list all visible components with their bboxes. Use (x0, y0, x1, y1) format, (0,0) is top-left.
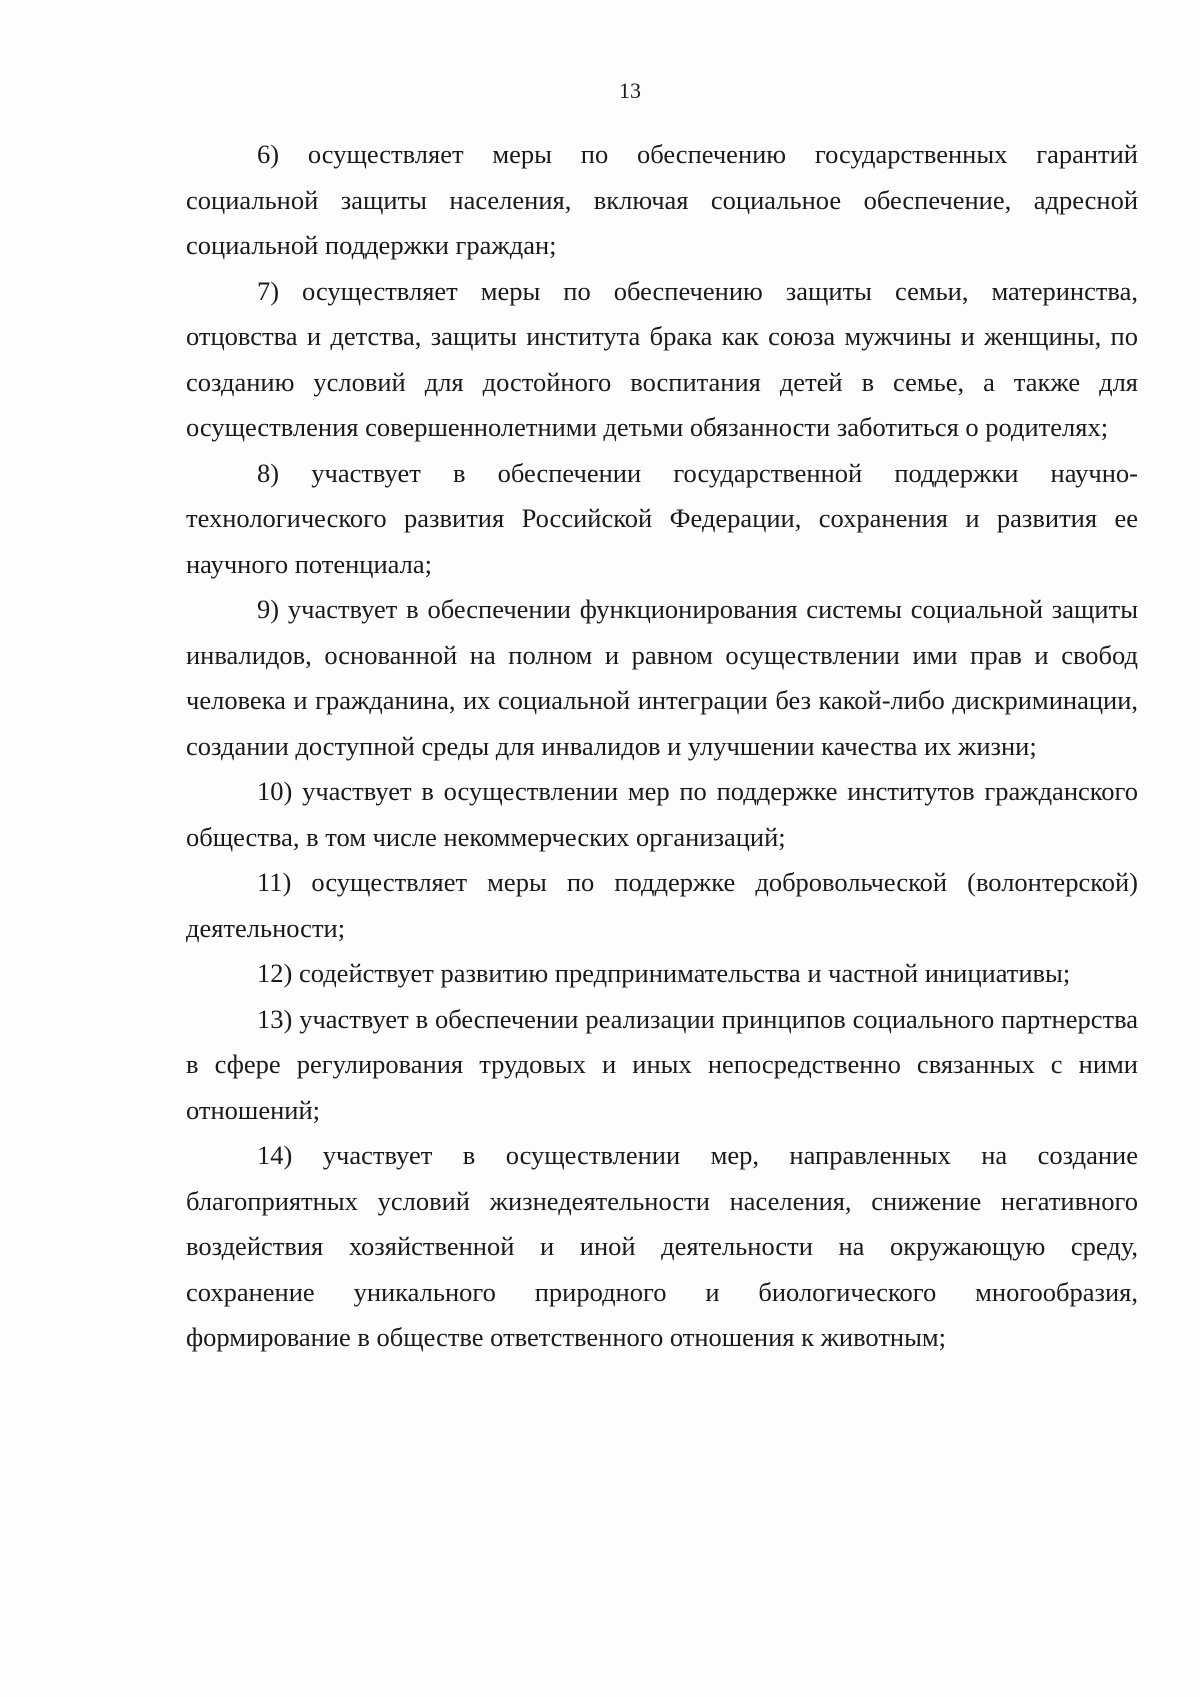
paragraph-item-9: 9) участвует в обеспечении функционирования системы социальной защиты инвалидов, основанной на полном и равном осуществлении ими прав и свобод человека и гражданина, их социальной интеграции без какой-либо дискриминации, создании доступной среды для инвалидов и улучшении качества их жизни; (186, 594, 1138, 761)
paragraph-item-11: 11) осуществляет меры по поддержке добровольческой (волонтерской) деятельности; (186, 867, 1138, 943)
paragraph-item-10: 10) участвует в осуществлении мер по поддержке институтов гражданского общества, в том числе некоммерческих организаций; (186, 776, 1138, 852)
paragraph-item-13: 13) участвует в обеспечении реализации принципов социального партнерства в сфере регулирования трудовых и иных непосредственно связанных с ними отношений; (186, 1003, 1138, 1125)
paragraph-item-8: 8) участвует в обеспечении государственной поддержки научно-технологического развития Российской Федерации, сохранения и развития ее научного потенциала; (186, 457, 1138, 579)
paragraph-item-12: 12) содействует развитию предпринимательства и частной инициативы; (257, 958, 1071, 988)
paragraph-item-6: 6) осуществляет меры по обеспечению государственных гарантий социальной защиты населения, включая социальное обеспечение, адресной социальной поддержки граждан; (186, 139, 1138, 260)
document-body (186, 132, 1138, 1361)
paragraph-item-14: 14) участвует в осуществлении мер, направленных на создание благоприятных условий жизнедеятельности населения, снижение негативного воздействия хозяйственной и иной деятельности на окружающую среду, сохранение уникального природного и биологического многообразия, формирование в обществе ответственного отношения к животным; (186, 1140, 1138, 1352)
paragraph-item-7: 7) осуществляет меры по обеспечению защиты семьи, материнства, отцовства и детства, защиты института брака как союза мужчины и женщины, по созданию условий для достойного воспитания детей в семье, а также для осуществления совершеннолетними детьми обязанности заботиться о родителях; (186, 275, 1138, 442)
page-number: 13 (619, 78, 641, 103)
